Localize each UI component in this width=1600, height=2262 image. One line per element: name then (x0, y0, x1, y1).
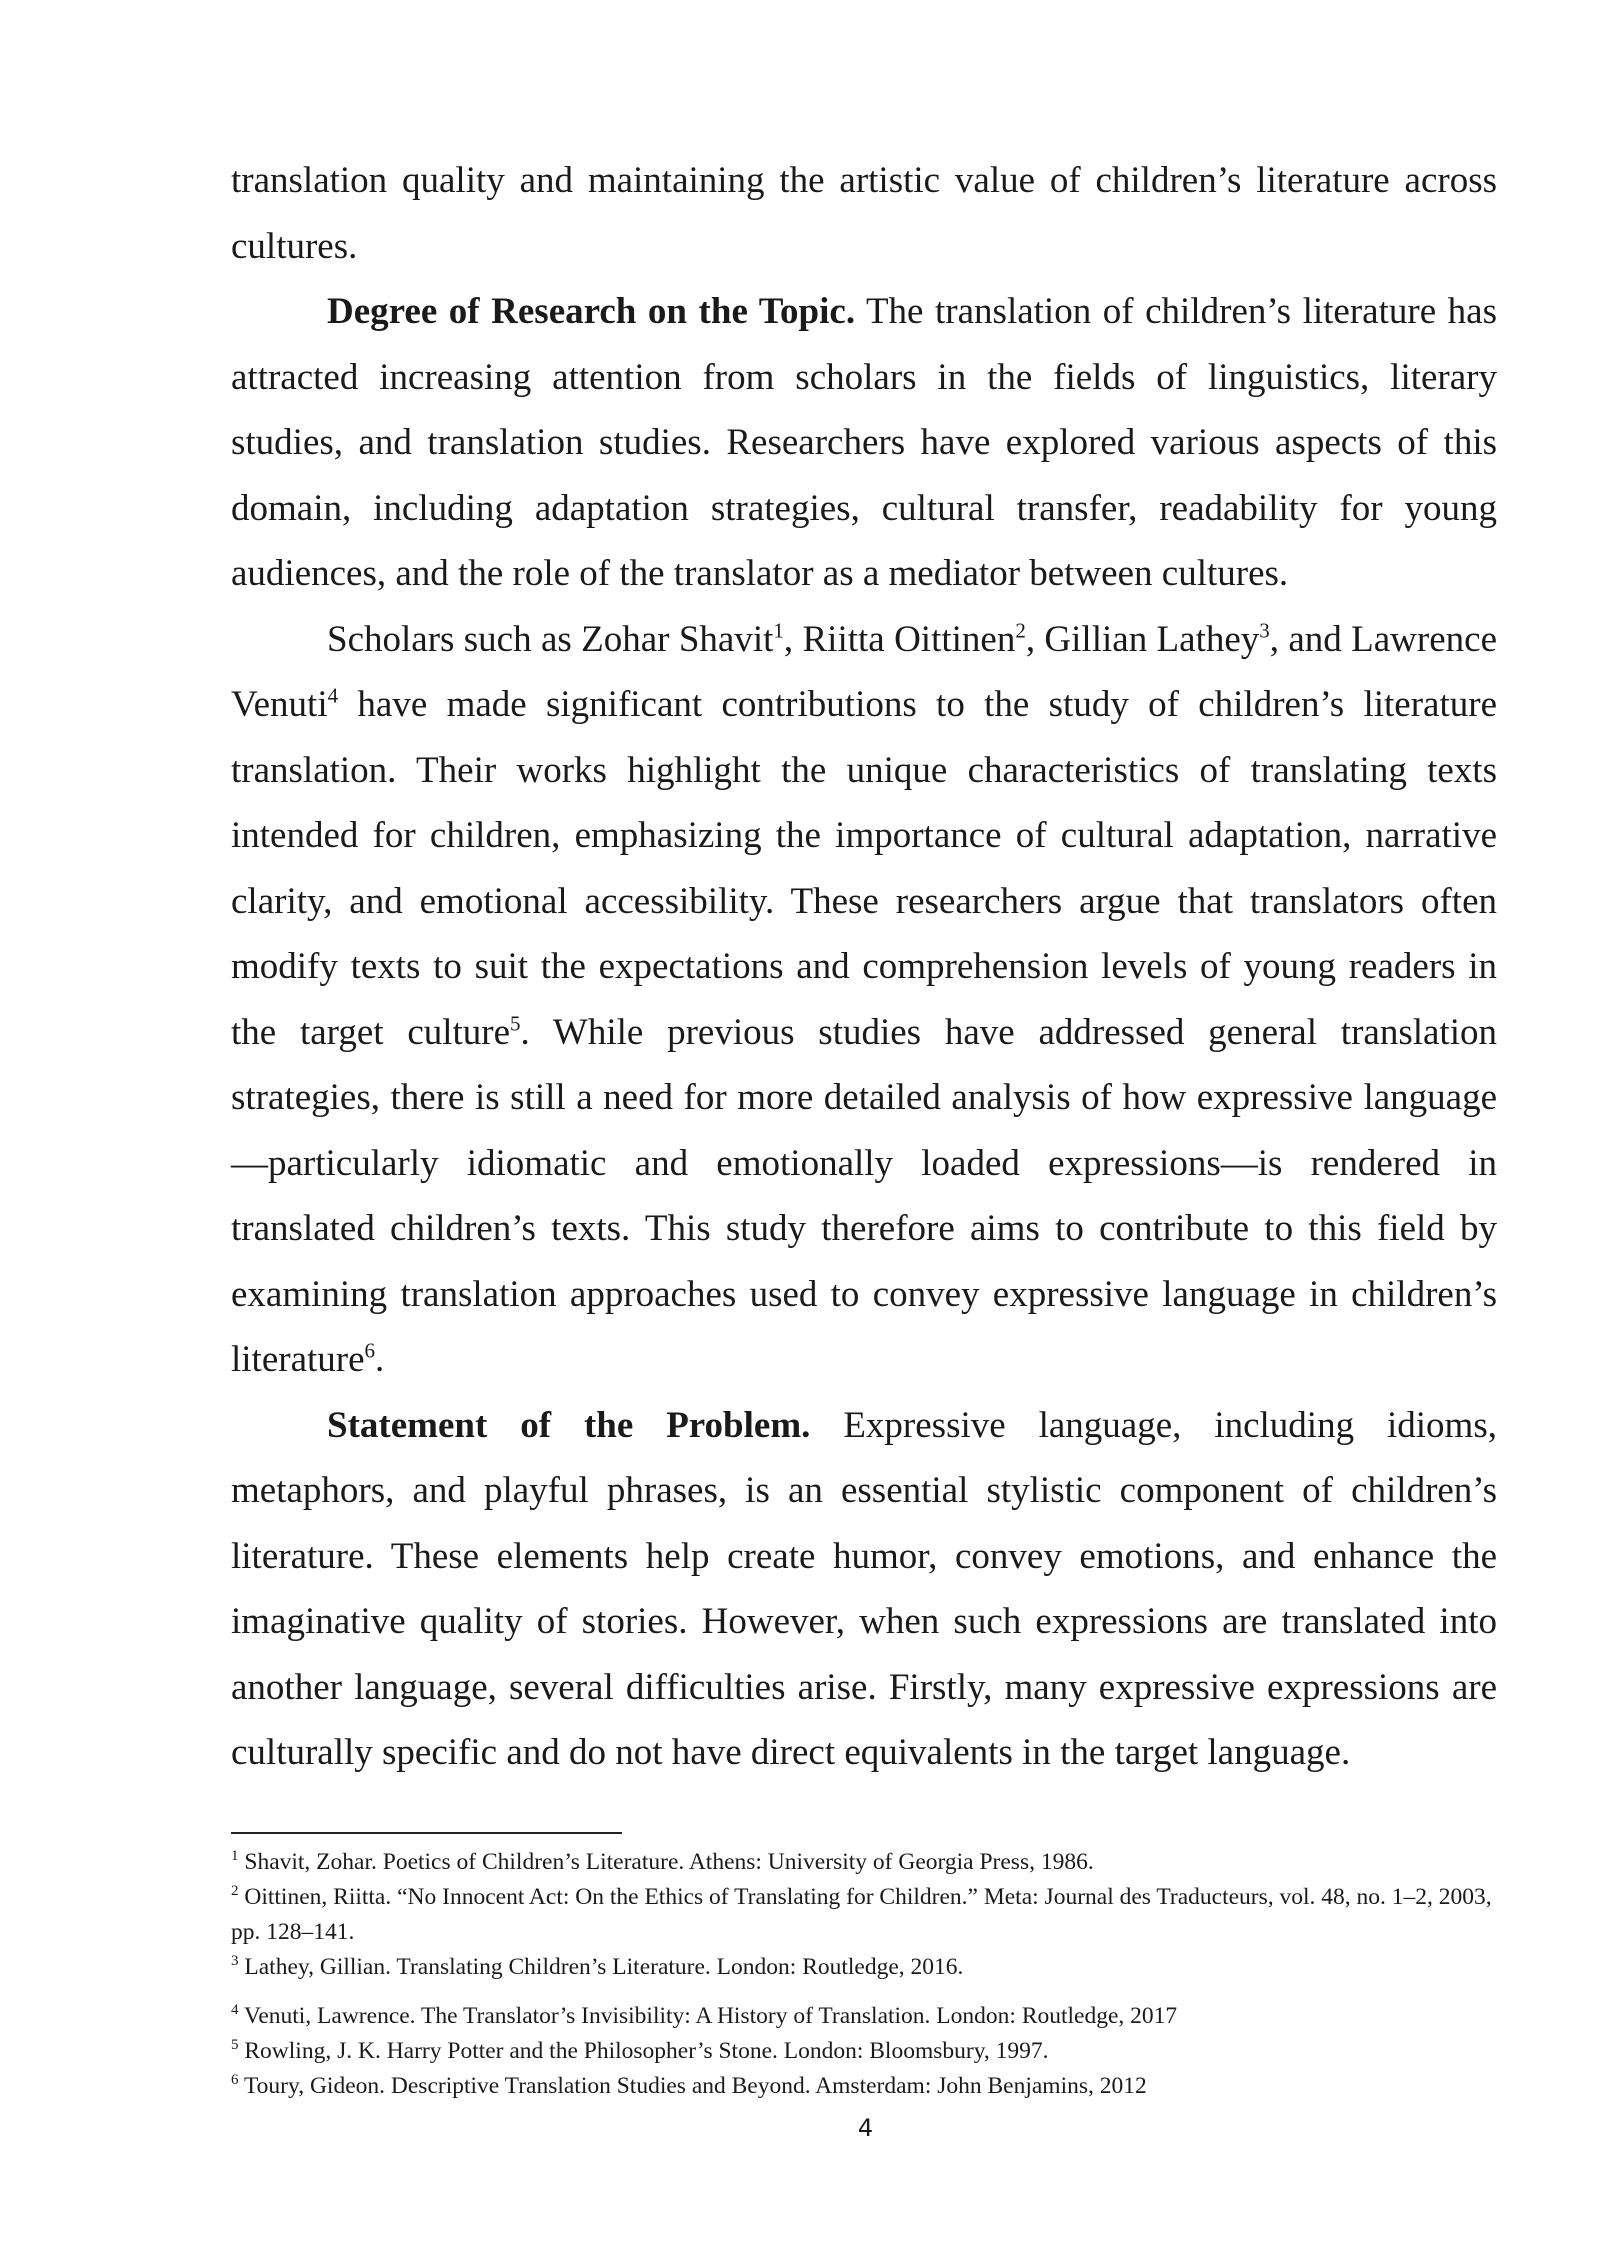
paragraph-text: , Gillian Lathey (1025, 618, 1260, 660)
section-heading: Statement of the Problem. (327, 1404, 811, 1446)
paragraph-statement-of-problem (231, 1393, 1497, 1786)
body-text (231, 148, 1497, 1786)
footnote-item (231, 1950, 1497, 1985)
footnote-ref[interactable]: 1 (773, 618, 784, 643)
paragraph-text: have made significant contributions to the study of children’s literature translation. Their works highlight the unique characteristics of translating texts intended for children, emphasizing the importance of cultural adaptation, narrative clarity, and emotional accessibility. These researchers argue that translators often modify texts to suit the expectations and comprehension levels of young readers in the target culture (231, 684, 1497, 1053)
footnote-text: Venuti, Lawrence. The Translator’s Invisibility: A History of Translation. London: Routledge, 2017 (238, 2003, 1178, 2029)
footnote-text: Shavit, Zohar. Poetics of Children’s Literature. Athens: University of Georgia Press, 1986. (238, 1849, 1094, 1875)
paragraph-continuation (231, 148, 1497, 279)
paragraph-text: The translation of children’s literature has attracted increasing attention from scholars in the fields of linguistics, literary studies, and translation studies. Researchers have explored various aspects of this domain, including adaptation strategies, cultural transfer, readability for young audiences, and the role of the translator as a mediator between cultures. (231, 291, 1497, 594)
footnote-number: 3 (231, 1953, 239, 1970)
footnotes (231, 1845, 1497, 2104)
footnote-text: Rowling, J. K. Harry Potter and the Philosopher’s Stone. London: Bloomsbury, 1997. (238, 2038, 1049, 2064)
footnote-ref[interactable]: 6 (364, 1338, 376, 1363)
paragraph-text: Scholars such as Zohar Shavit (327, 618, 774, 660)
footnote-text: Oittinen, Riitta. “No Innocent Act: On the Ethics of Translating for Children.” Meta: Journal des Traducteurs, vol. 48, no. 1–2, 2003, pp. 128–141. (231, 1884, 1492, 1945)
footnote-number: 5 (231, 2037, 239, 2054)
paragraph-text: , and Lawrence Venuti (231, 618, 1497, 725)
page-number: 4 (857, 2114, 874, 2142)
footnote-number: 2 (231, 1883, 239, 1900)
paragraph-scholars (231, 607, 1497, 1393)
footnote-text: Toury, Gideon. Descriptive Translation Studies and Beyond. Amsterdam: John Benjamins, 2012 (238, 2073, 1147, 2099)
footnote-ref[interactable]: 2 (1015, 618, 1026, 643)
footnote-number: 1 (231, 1848, 239, 1865)
paragraph-text: translation quality and maintaining the artistic value of children’s literature across cultures. (231, 160, 1497, 267)
footnote-item (231, 2034, 1497, 2069)
footnote-number: 6 (231, 2072, 239, 2089)
paragraph-text: , Riitta Oittinen (783, 618, 1016, 660)
footnote-number: 4 (231, 2002, 239, 2019)
footnote-ref[interactable]: 5 (510, 1011, 521, 1036)
footnote-item (231, 2069, 1497, 2104)
footnote-ref[interactable]: 3 (1259, 618, 1270, 643)
paragraph-text: . (375, 1339, 385, 1380)
section-heading: Degree of Research on the Topic. (327, 291, 856, 332)
footnote-item (231, 1999, 1497, 2034)
footnote-item (231, 1880, 1497, 1950)
footnote-ref[interactable]: 4 (327, 683, 339, 708)
paragraph-text: Expressive language, including idioms, metaphors, and playful phrases, is an essential stylistic component of children’s literature. These elements help create humor, convey emotions, and enhance the imaginative quality of stories. However, when such expressions are translated into another language, several difficulties arise. Firstly, many expressive expressions are culturally specific and do not have direct equivalents in the target language. (231, 1404, 1497, 1773)
footnote-text: Lathey, Gillian. Translating Children’s Literature. London: Routledge, 2016. (238, 1954, 964, 1980)
paragraph-text: . While previous studies have addressed general translation strategies, there is still a need for more detailed analysis of how expressive language—particularly idiomatic and emotionally loaded expressions—is rendered in translated children’s texts. This study therefore aims to contribute to this field by examining translation approaches used to convey expressive language in children’s literature (231, 1011, 1497, 1380)
footnote-item (231, 1845, 1497, 1880)
paragraph-degree-of-research (231, 279, 1497, 607)
footnote-separator (231, 1832, 622, 1834)
